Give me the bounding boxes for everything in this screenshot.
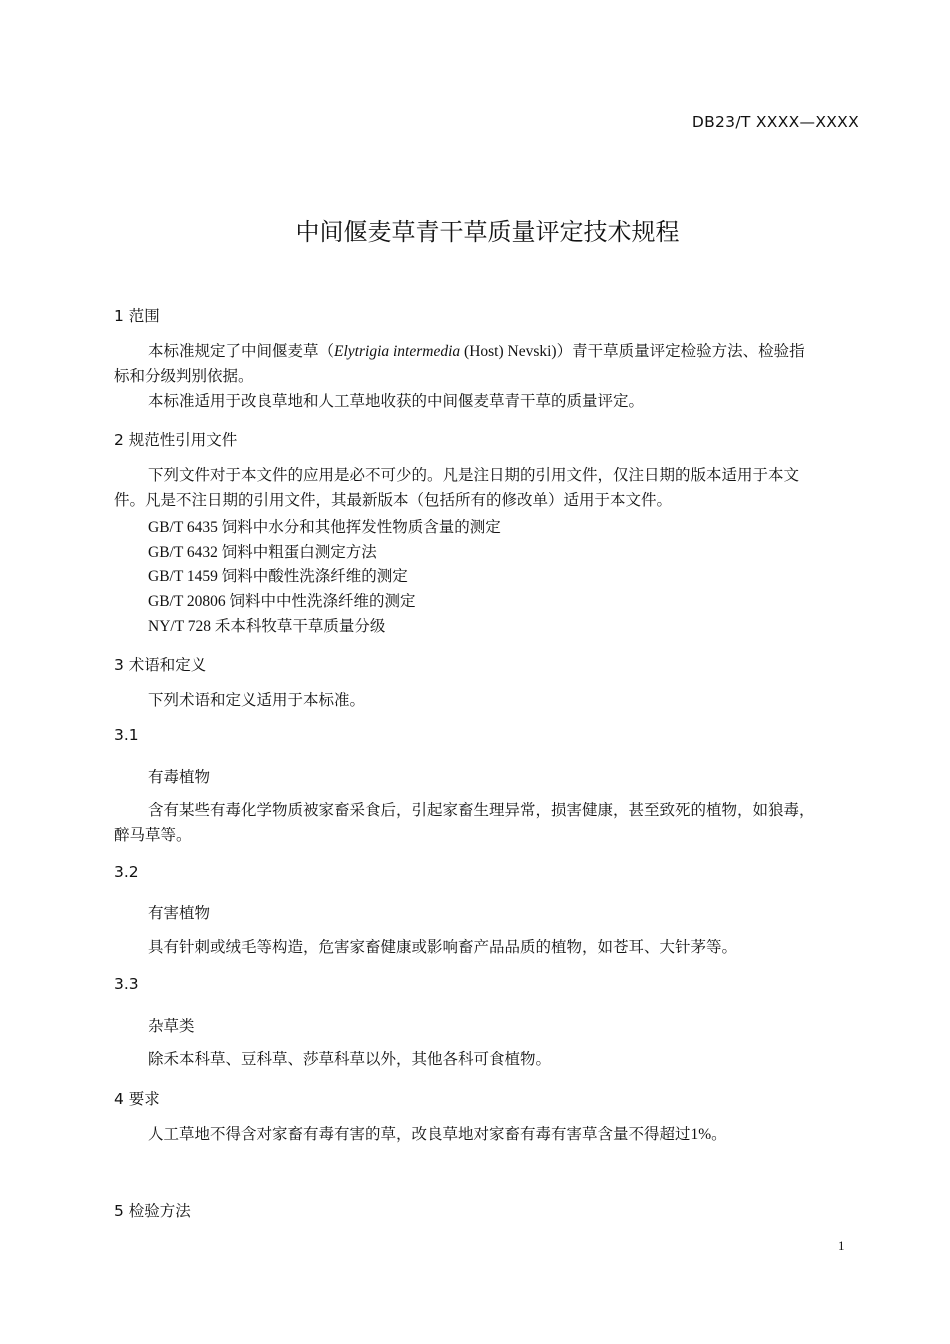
terms-intro: 下列术语和定义适用于本标准。: [148, 692, 366, 709]
section-heading-scope: 1 范围: [114, 307, 160, 325]
term-definition-line1: 含有某些有毒化学物质被家畜采食后，引起家畜生理异常，损害健康，甚至致死的植物，如狼毒，: [148, 802, 815, 819]
term-definition-line1: 除禾本科草、豆科草、莎草科草以外，其他各科可食植物。: [148, 1051, 552, 1068]
document-code: DB23/T XXXX—XXXX: [691, 113, 859, 131]
term-definition-line1: 具有针刺或绒毛等构造，危害家畜健康或影响畜产品品质的植物，如苍耳、大针茅等。: [148, 939, 738, 956]
requirements-paragraph: 人工草地不得含对家畜有毒有害的草，改良草地对家畜有毒有害草含量不得超过1%。: [148, 1126, 727, 1143]
page-number: 1: [838, 1238, 845, 1253]
scope-paragraph-line1: 本标准规定了中间偃麦草（Elytrigia intermedia (Host) Nevski)）青干草质量评定检验方法、检验指: [148, 343, 805, 360]
reference-item: GB/T 1459 饲料中酸性洗涤纤维的测定: [148, 568, 408, 585]
references-intro-line1: 下列文件对于本文件的应用是必不可少的。凡是注日期的引用文件，仅注日期的版本适用于本文: [148, 467, 800, 484]
latin-name: Elytrigia intermedia: [334, 343, 461, 360]
scope-paragraph-line2: 标和分级判别依据。: [114, 368, 254, 385]
reference-item: GB/T 6432 饲料中粗蛋白测定方法: [148, 544, 377, 561]
term-name: 杂草类: [148, 1017, 195, 1035]
section-heading-requirements: 4 要求: [114, 1090, 160, 1108]
scope-paragraph-2: 本标准适用于改良草地和人工草地收获的中间偃麦草青干草的质量评定。: [148, 393, 645, 410]
section-heading-test-methods: 5 检验方法: [114, 1202, 191, 1220]
reference-item: GB/T 6435 饲料中水分和其他挥发性物质含量的测定: [148, 519, 501, 536]
reference-item: NY/T 728 禾本科牧草干草质量分级: [148, 618, 386, 635]
term-name: 有毒植物: [148, 768, 211, 786]
term-definition-line2: 醉马草等。: [114, 827, 192, 844]
term-number: 3.3: [114, 975, 139, 993]
section-heading-normative-references: 2 规范性引用文件: [114, 431, 238, 449]
reference-item: GB/T 20806 饲料中中性洗涤纤维的测定: [148, 593, 416, 610]
references-intro-line2: 件。凡是不注日期的引用文件，其最新版本（包括所有的修改单）适用于本文件。: [114, 492, 673, 509]
document-title: 中间偃麦草青干草质量评定技术规程: [295, 218, 680, 246]
term-name: 有害植物: [148, 904, 211, 922]
term-number: 3.1: [114, 726, 139, 744]
section-heading-terms: 3 术语和定义: [114, 656, 207, 674]
term-number: 3.2: [114, 863, 139, 881]
